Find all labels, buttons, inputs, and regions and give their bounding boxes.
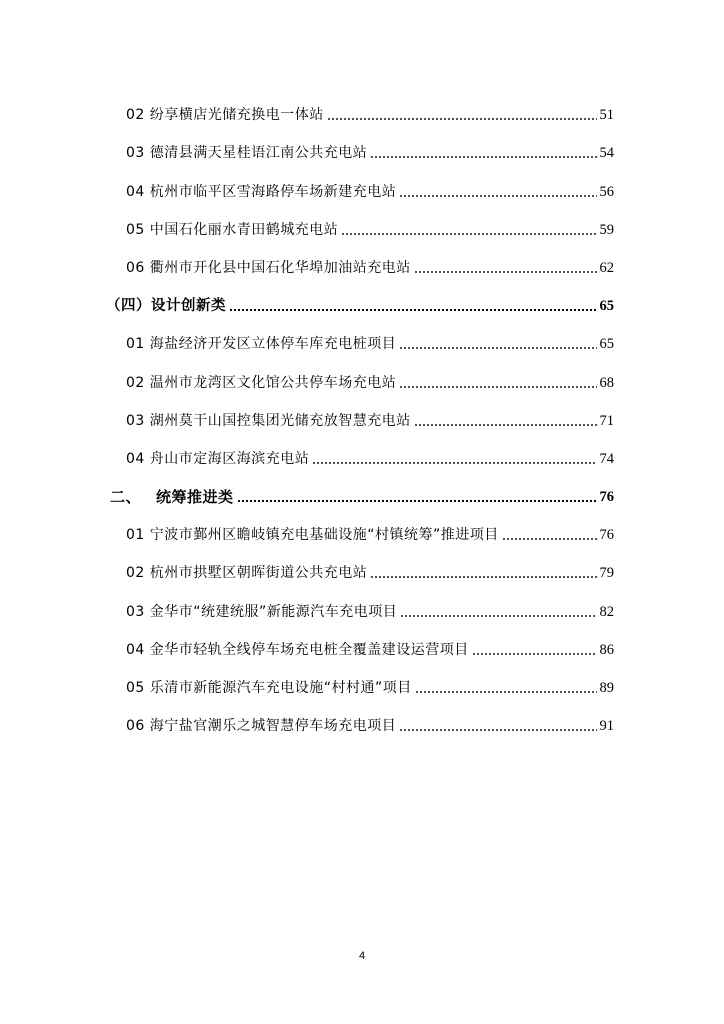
dot-leader [502, 537, 597, 541]
toc-entry[interactable] [104, 554, 614, 592]
dot-leader [312, 461, 596, 465]
dot-leader [399, 385, 596, 389]
toc-page-number: 56 [599, 183, 614, 200]
toc-entry-title [126, 563, 367, 583]
toc-page-number: 76 [599, 489, 614, 506]
toc-entry[interactable] [104, 440, 614, 478]
dot-leader [229, 308, 597, 312]
toc-entry[interactable] [104, 249, 614, 287]
toc-entry[interactable] [104, 592, 614, 630]
toc-page-number: 89 [599, 680, 614, 696]
dot-leader [472, 652, 597, 656]
toc-page-number: 62 [599, 259, 614, 276]
toc-entry-text: 06 衢州市开化县中国石化华埠加油站充电站 [126, 259, 411, 276]
toc-entry-text: 02 杭州市拱墅区朝晖街道公共充电站 [126, 565, 368, 582]
dot-leader [327, 117, 597, 121]
toc-page-number: 65 [599, 336, 614, 353]
toc-entry-title [126, 182, 396, 202]
toc-entry[interactable] [104, 516, 614, 554]
toc-entry[interactable] [104, 707, 614, 745]
toc-entry-title [126, 373, 396, 393]
table-of-contents [104, 96, 614, 745]
dot-leader [415, 690, 597, 694]
toc-entry-text: （四）设计创新类 [106, 298, 226, 315]
toc-entry[interactable] [104, 134, 614, 172]
dot-leader [400, 614, 596, 618]
toc-entry[interactable] [104, 478, 614, 516]
dot-leader [237, 499, 597, 503]
dot-leader [399, 728, 596, 732]
toc-entry-title [126, 105, 324, 125]
toc-entry-title [126, 258, 411, 278]
dot-leader [414, 270, 597, 274]
toc-page-number: 65 [599, 298, 614, 315]
dot-leader [399, 346, 596, 350]
toc-entry-text: 05 乐清市新能源汽车充电设施“村村通”项目 [126, 680, 412, 696]
toc-entry-text: 06 海宁盐官潮乐之城智慧停车场充电项目 [126, 718, 397, 735]
toc-entry[interactable] [104, 287, 614, 325]
dot-leader [399, 194, 596, 198]
toc-entry-text: 03 金华市“统建统服”新能源汽车充电项目 [126, 603, 398, 620]
toc-entry[interactable] [104, 669, 614, 707]
dot-leader [414, 423, 597, 427]
toc-entry-title [126, 411, 411, 431]
dot-leader [341, 232, 596, 236]
toc-page-number: 79 [599, 565, 614, 582]
toc-entry-text: 01 宁波市鄞州区瞻岐镇充电基础设施“村镇统筹”推进项目 [126, 527, 499, 544]
toc-entry-title [110, 487, 234, 507]
toc-page-number: 82 [599, 603, 614, 620]
toc-entry[interactable] [104, 631, 614, 669]
toc-entry-title [126, 449, 309, 469]
toc-entry-title [126, 716, 396, 736]
toc-entry-title [126, 640, 469, 660]
toc-entry[interactable] [104, 325, 614, 363]
page-number: 4 [358, 950, 366, 962]
toc-page-number: 54 [599, 145, 614, 162]
toc-entry-text: 02 纷享横店光储充换电一体站 [126, 107, 324, 124]
toc-entry-text: 03 德清县满天星桂语江南公共充电站 [126, 145, 368, 162]
toc-page-number: 71 [599, 412, 614, 429]
toc-page-number: 74 [599, 450, 614, 467]
toc-page-number: 59 [599, 221, 614, 238]
toc-entry-text: 统筹推进类 [156, 488, 234, 507]
toc-entry-title [126, 334, 396, 354]
toc-entry-text: 02 温州市龙湾区文化馆公共停车场充电站 [126, 374, 397, 391]
toc-entry-title [126, 220, 338, 240]
toc-entry-title [106, 296, 226, 316]
toc-page-number: 91 [599, 718, 614, 735]
toc-entry-title [126, 602, 397, 622]
toc-entry-text: 05 中国石化丽水青田鹤城充电站 [126, 221, 339, 238]
toc-entry[interactable] [104, 402, 614, 440]
toc-entry-text: 04 杭州市临平区雪海路停车场新建充电站 [126, 183, 397, 200]
toc-section-number: 二、 [110, 488, 142, 507]
toc-entry-text: 03 湖州莫干山国控集团光储充放智慧充电站 [126, 412, 411, 429]
dot-leader [370, 575, 596, 579]
toc-page-number: 68 [599, 374, 614, 391]
toc-entry-text: 04 金华市轻轨全线停车场充电桩全覆盖建设运营项目 [126, 641, 469, 658]
toc-entry-text: 01 海盐经济开发区立体停车库充电桩项目 [126, 336, 397, 353]
toc-entry[interactable] [104, 363, 614, 401]
toc-entry[interactable] [104, 172, 614, 210]
toc-entry-title [126, 143, 367, 163]
toc-entry-title [126, 525, 499, 545]
toc-page-number: 51 [599, 107, 614, 124]
dot-leader [370, 155, 596, 159]
toc-entry-text: 04 舟山市定海区海滨充电站 [126, 450, 310, 467]
toc-entry[interactable] [104, 211, 614, 249]
toc-page-number: 86 [599, 641, 614, 658]
toc-page-number: 76 [599, 527, 614, 544]
toc-entry-title [126, 678, 412, 698]
toc-entry[interactable] [104, 96, 614, 134]
